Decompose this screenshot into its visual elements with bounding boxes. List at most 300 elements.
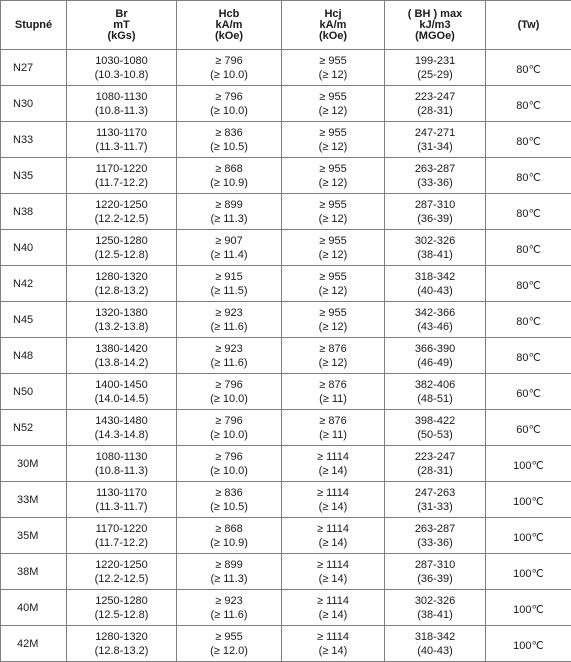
tw-cell bbox=[486, 158, 571, 194]
table-row bbox=[1, 122, 571, 158]
table-body bbox=[1, 50, 571, 662]
hcj-value-alt: (≥ 12) bbox=[282, 104, 384, 118]
bhmax-value: 318-342 bbox=[385, 270, 485, 284]
hcj-value-alt: (≥ 12) bbox=[282, 140, 384, 154]
table-row bbox=[1, 230, 571, 266]
hcb-cell bbox=[177, 554, 282, 590]
hcb-value-alt: (≥ 10.0) bbox=[177, 464, 281, 478]
hcj-value: ≥ 876 bbox=[282, 414, 384, 428]
tw-cell bbox=[486, 554, 571, 590]
hcb-cell bbox=[177, 626, 282, 662]
hcb-cell bbox=[177, 266, 282, 302]
hcb-cell bbox=[177, 194, 282, 230]
br-value: 1250-1280 bbox=[67, 234, 176, 248]
bhmax-value-alt: (46-49) bbox=[385, 356, 485, 370]
br-value-alt: (10.8-11.3) bbox=[67, 464, 176, 478]
br-cell bbox=[67, 554, 177, 590]
hcj-value-alt: (≥ 14) bbox=[282, 536, 384, 550]
hcb-value-alt: (≥ 10.0) bbox=[177, 104, 281, 118]
hcb-value-alt: (≥ 11.5) bbox=[177, 284, 281, 298]
grade-cell bbox=[1, 86, 67, 122]
hcb-cell bbox=[177, 410, 282, 446]
br-value-alt: (13.2-13.8) bbox=[67, 320, 176, 334]
br-value: 1430-1480 bbox=[67, 414, 176, 428]
hcb-value-alt: (≥ 11.3) bbox=[177, 572, 281, 586]
br-value-alt: (14.3-14.8) bbox=[67, 428, 176, 442]
hcj-value: ≥ 955 bbox=[282, 198, 384, 212]
bhmax-cell bbox=[385, 482, 486, 518]
header-br-unit-alt: (kGs) bbox=[67, 31, 176, 42]
tw-value: 80℃ bbox=[516, 136, 541, 148]
tw-value: 100℃ bbox=[513, 568, 544, 580]
hcj-value: ≥ 1114 bbox=[282, 450, 384, 464]
header-hcj-unit: kA/m bbox=[282, 20, 384, 31]
hcj-value: ≥ 1114 bbox=[282, 522, 384, 536]
bhmax-cell bbox=[385, 374, 486, 410]
header-tw-label: (Tw) bbox=[486, 20, 571, 31]
br-value-alt: (11.7-12.2) bbox=[67, 176, 176, 190]
grade-cell bbox=[1, 194, 67, 230]
grade-cell bbox=[1, 590, 67, 626]
tw-value: 100℃ bbox=[513, 532, 544, 544]
header-hcb bbox=[177, 1, 282, 50]
grade-value: N33 bbox=[13, 134, 33, 146]
bhmax-cell bbox=[385, 122, 486, 158]
grade-cell bbox=[1, 230, 67, 266]
header-hcb-unit: kA/m bbox=[177, 20, 281, 31]
br-value-alt: (12.5-12.8) bbox=[67, 248, 176, 262]
hcj-cell bbox=[282, 590, 385, 626]
bhmax-value-alt: (50-53) bbox=[385, 428, 485, 442]
tw-value: 80℃ bbox=[516, 316, 541, 328]
hcb-value: ≥ 868 bbox=[177, 162, 281, 176]
bhmax-value-alt: (31-33) bbox=[385, 500, 485, 514]
bhmax-value: 223-247 bbox=[385, 90, 485, 104]
bhmax-value: 302-326 bbox=[385, 234, 485, 248]
hcj-cell bbox=[282, 86, 385, 122]
hcj-value-alt: (≥ 12) bbox=[282, 68, 384, 82]
br-cell bbox=[67, 446, 177, 482]
table-row bbox=[1, 518, 571, 554]
hcb-value: ≥ 796 bbox=[177, 450, 281, 464]
grade-value: N27 bbox=[13, 62, 33, 74]
br-value-alt: (13.8-14.2) bbox=[67, 356, 176, 370]
hcb-value-alt: (≥ 10.0) bbox=[177, 428, 281, 442]
hcj-value-alt: (≥ 11) bbox=[282, 428, 384, 442]
hcb-cell bbox=[177, 482, 282, 518]
tw-value: 100℃ bbox=[513, 640, 544, 652]
hcj-value-alt: (≥ 14) bbox=[282, 464, 384, 478]
hcj-value-alt: (≥ 14) bbox=[282, 608, 384, 622]
tw-cell bbox=[486, 86, 571, 122]
header-br-symbol: Br bbox=[67, 9, 176, 20]
bhmax-value-alt: (38-41) bbox=[385, 608, 485, 622]
hcb-value-alt: (≥ 10.9) bbox=[177, 536, 281, 550]
tw-value: 60℃ bbox=[516, 424, 541, 436]
hcj-value: ≥ 955 bbox=[282, 162, 384, 176]
bhmax-value: 199-231 bbox=[385, 54, 485, 68]
bhmax-value-alt: (38-41) bbox=[385, 248, 485, 262]
table-row bbox=[1, 266, 571, 302]
tw-cell bbox=[486, 482, 571, 518]
header-br bbox=[67, 1, 177, 50]
bhmax-value-alt: (31-34) bbox=[385, 140, 485, 154]
hcj-value-alt: (≥ 14) bbox=[282, 572, 384, 586]
grade-value: N45 bbox=[13, 314, 33, 326]
tw-cell bbox=[486, 518, 571, 554]
hcj-cell bbox=[282, 194, 385, 230]
bhmax-value: 302-326 bbox=[385, 594, 485, 608]
br-value: 1380-1420 bbox=[67, 342, 176, 356]
br-cell bbox=[67, 590, 177, 626]
hcj-value-alt: (≥ 12) bbox=[282, 320, 384, 334]
grade-cell bbox=[1, 50, 67, 86]
hcj-value: ≥ 955 bbox=[282, 306, 384, 320]
hcb-value: ≥ 915 bbox=[177, 270, 281, 284]
br-cell bbox=[67, 194, 177, 230]
hcb-value: ≥ 796 bbox=[177, 378, 281, 392]
grade-value: 40M bbox=[17, 602, 38, 614]
tw-cell bbox=[486, 374, 571, 410]
bhmax-value: 247-271 bbox=[385, 126, 485, 140]
hcb-value: ≥ 836 bbox=[177, 126, 281, 140]
grade-cell bbox=[1, 122, 67, 158]
hcb-value-alt: (≥ 11.3) bbox=[177, 212, 281, 226]
hcb-value-alt: (≥ 11.6) bbox=[177, 608, 281, 622]
hcj-cell bbox=[282, 374, 385, 410]
br-cell bbox=[67, 338, 177, 374]
hcj-cell bbox=[282, 482, 385, 518]
header-bhmax bbox=[385, 1, 486, 50]
hcj-value: ≥ 876 bbox=[282, 378, 384, 392]
hcb-value-alt: (≥ 10.9) bbox=[177, 176, 281, 190]
hcj-value-alt: (≥ 14) bbox=[282, 644, 384, 658]
grade-value: N48 bbox=[13, 350, 33, 362]
br-value-alt: (12.5-12.8) bbox=[67, 608, 176, 622]
hcj-value: ≥ 955 bbox=[282, 54, 384, 68]
tw-cell bbox=[486, 302, 571, 338]
table-row bbox=[1, 194, 571, 230]
br-value: 1170-1220 bbox=[67, 162, 176, 176]
grade-cell bbox=[1, 338, 67, 374]
hcb-value: ≥ 796 bbox=[177, 54, 281, 68]
br-value-alt: (12.2-12.5) bbox=[67, 572, 176, 586]
bhmax-value: 382-406 bbox=[385, 378, 485, 392]
bhmax-value-alt: (43-46) bbox=[385, 320, 485, 334]
hcj-value-alt: (≥ 12) bbox=[282, 176, 384, 190]
hcj-value: ≥ 1114 bbox=[282, 558, 384, 572]
header-hcb-symbol: Hcb bbox=[177, 9, 281, 20]
hcb-value: ≥ 955 bbox=[177, 630, 281, 644]
grade-cell bbox=[1, 410, 67, 446]
bhmax-cell bbox=[385, 446, 486, 482]
br-value: 1130-1170 bbox=[67, 486, 176, 500]
hcj-value-alt: (≥ 12) bbox=[282, 212, 384, 226]
header-hcj bbox=[282, 1, 385, 50]
hcj-cell bbox=[282, 338, 385, 374]
br-value-alt: (10.3-10.8) bbox=[67, 68, 176, 82]
hcj-cell bbox=[282, 626, 385, 662]
grade-cell bbox=[1, 518, 67, 554]
tw-value: 60℃ bbox=[516, 388, 541, 400]
header-bhmax-unit-alt: (MGOe) bbox=[385, 31, 485, 42]
hcb-value: ≥ 796 bbox=[177, 414, 281, 428]
hcb-value-alt: (≥ 11.4) bbox=[177, 248, 281, 262]
hcb-cell bbox=[177, 50, 282, 86]
hcj-value: ≥ 1114 bbox=[282, 630, 384, 644]
bhmax-cell bbox=[385, 194, 486, 230]
grade-value: 42M bbox=[17, 638, 38, 650]
header-grade bbox=[1, 1, 67, 50]
grade-cell bbox=[1, 302, 67, 338]
hcb-value: ≥ 923 bbox=[177, 342, 281, 356]
bhmax-cell bbox=[385, 158, 486, 194]
grade-value: 38M bbox=[17, 566, 38, 578]
tw-value: 80℃ bbox=[516, 172, 541, 184]
br-value-alt: (11.7-12.2) bbox=[67, 536, 176, 550]
br-value: 1130-1170 bbox=[67, 126, 176, 140]
bhmax-cell bbox=[385, 626, 486, 662]
table-row bbox=[1, 158, 571, 194]
hcj-value-alt: (≥ 11) bbox=[282, 392, 384, 406]
tw-cell bbox=[486, 266, 571, 302]
hcj-cell bbox=[282, 50, 385, 86]
br-value: 1280-1320 bbox=[67, 270, 176, 284]
br-value-alt: (11.3-11.7) bbox=[67, 140, 176, 154]
hcb-cell bbox=[177, 374, 282, 410]
bhmax-value: 247-263 bbox=[385, 486, 485, 500]
br-cell bbox=[67, 50, 177, 86]
br-value: 1080-1130 bbox=[67, 450, 176, 464]
br-value: 1400-1450 bbox=[67, 378, 176, 392]
bhmax-value: 223-247 bbox=[385, 450, 485, 464]
br-value: 1320-1380 bbox=[67, 306, 176, 320]
br-value-alt: (11.3-11.7) bbox=[67, 500, 176, 514]
hcj-cell bbox=[282, 122, 385, 158]
grade-value: 30M bbox=[17, 458, 38, 470]
br-value-alt: (12.8-13.2) bbox=[67, 284, 176, 298]
bhmax-cell bbox=[385, 302, 486, 338]
tw-value: 100℃ bbox=[513, 604, 544, 616]
tw-cell bbox=[486, 338, 571, 374]
hcb-value-alt: (≥ 10.5) bbox=[177, 500, 281, 514]
table-row bbox=[1, 374, 571, 410]
grade-cell bbox=[1, 266, 67, 302]
header-hcj-symbol: Hcj bbox=[282, 9, 384, 20]
hcj-value: ≥ 955 bbox=[282, 126, 384, 140]
grade-value: 35M bbox=[17, 530, 38, 542]
bhmax-value: 366-390 bbox=[385, 342, 485, 356]
hcj-value-alt: (≥ 12) bbox=[282, 356, 384, 370]
header-bhmax-unit: kJ/m3 bbox=[385, 20, 485, 31]
hcj-cell bbox=[282, 518, 385, 554]
tw-cell bbox=[486, 626, 571, 662]
bhmax-value: 263-287 bbox=[385, 522, 485, 536]
hcj-value: ≥ 1114 bbox=[282, 486, 384, 500]
hcb-value-alt: (≥ 10.5) bbox=[177, 140, 281, 154]
hcj-value-alt: (≥ 12) bbox=[282, 284, 384, 298]
br-value-alt: (12.8-13.2) bbox=[67, 644, 176, 658]
hcb-value: ≥ 899 bbox=[177, 198, 281, 212]
grade-value: 33M bbox=[17, 494, 38, 506]
hcj-cell bbox=[282, 158, 385, 194]
grade-cell bbox=[1, 446, 67, 482]
table-row bbox=[1, 410, 571, 446]
bhmax-value: 263-287 bbox=[385, 162, 485, 176]
hcj-value: ≥ 955 bbox=[282, 90, 384, 104]
br-value-alt: (10.8-11.3) bbox=[67, 104, 176, 118]
br-value: 1080-1130 bbox=[67, 90, 176, 104]
grade-value: N50 bbox=[13, 386, 33, 398]
bhmax-value: 398-422 bbox=[385, 414, 485, 428]
bhmax-value: 287-310 bbox=[385, 558, 485, 572]
hcb-value: ≥ 796 bbox=[177, 90, 281, 104]
br-value: 1220-1250 bbox=[67, 558, 176, 572]
bhmax-value-alt: (25-29) bbox=[385, 68, 485, 82]
bhmax-cell bbox=[385, 230, 486, 266]
hcb-cell bbox=[177, 158, 282, 194]
bhmax-value-alt: (36-39) bbox=[385, 212, 485, 226]
hcb-value-alt: (≥ 11.6) bbox=[177, 356, 281, 370]
grade-value: N42 bbox=[13, 278, 33, 290]
table-row bbox=[1, 626, 571, 662]
br-cell bbox=[67, 626, 177, 662]
hcb-value: ≥ 868 bbox=[177, 522, 281, 536]
bhmax-value-alt: (48-51) bbox=[385, 392, 485, 406]
hcb-value-alt: (≥ 12.0) bbox=[177, 644, 281, 658]
tw-value: 80℃ bbox=[516, 64, 541, 76]
br-value: 1250-1280 bbox=[67, 594, 176, 608]
grade-cell bbox=[1, 482, 67, 518]
hcj-cell bbox=[282, 230, 385, 266]
hcb-value: ≥ 899 bbox=[177, 558, 281, 572]
tw-cell bbox=[486, 50, 571, 86]
bhmax-cell bbox=[385, 266, 486, 302]
grade-cell bbox=[1, 626, 67, 662]
hcb-value-alt: (≥ 11.6) bbox=[177, 320, 281, 334]
br-cell bbox=[67, 410, 177, 446]
tw-value: 80℃ bbox=[516, 280, 541, 292]
br-cell bbox=[67, 482, 177, 518]
grade-value: N38 bbox=[13, 206, 33, 218]
br-cell bbox=[67, 86, 177, 122]
tw-cell bbox=[486, 410, 571, 446]
header-row bbox=[1, 1, 571, 50]
header-bhmax-symbol: ( BH ) max bbox=[385, 9, 485, 20]
table-row bbox=[1, 86, 571, 122]
hcb-value: ≥ 923 bbox=[177, 594, 281, 608]
tw-value: 80℃ bbox=[516, 352, 541, 364]
br-value: 1030-1080 bbox=[67, 54, 176, 68]
table-row bbox=[1, 482, 571, 518]
table-row bbox=[1, 50, 571, 86]
tw-cell bbox=[486, 194, 571, 230]
grade-value: N35 bbox=[13, 170, 33, 182]
bhmax-value: 342-366 bbox=[385, 306, 485, 320]
grade-value: N52 bbox=[13, 422, 33, 434]
bhmax-value-alt: (28-31) bbox=[385, 104, 485, 118]
header-hcb-unit-alt: (kOe) bbox=[177, 31, 281, 42]
tw-cell bbox=[486, 122, 571, 158]
hcj-value: ≥ 876 bbox=[282, 342, 384, 356]
table-row bbox=[1, 446, 571, 482]
hcb-cell bbox=[177, 518, 282, 554]
br-cell bbox=[67, 302, 177, 338]
bhmax-cell bbox=[385, 518, 486, 554]
tw-value: 100℃ bbox=[513, 496, 544, 508]
br-value-alt: (12.2-12.5) bbox=[67, 212, 176, 226]
hcj-cell bbox=[282, 302, 385, 338]
grade-value: N30 bbox=[13, 98, 33, 110]
bhmax-cell bbox=[385, 554, 486, 590]
table-row bbox=[1, 302, 571, 338]
bhmax-cell bbox=[385, 410, 486, 446]
hcb-value-alt: (≥ 10.0) bbox=[177, 392, 281, 406]
grade-cell bbox=[1, 158, 67, 194]
bhmax-value-alt: (36-39) bbox=[385, 572, 485, 586]
grade-cell bbox=[1, 374, 67, 410]
br-value: 1280-1320 bbox=[67, 630, 176, 644]
tw-value: 80℃ bbox=[516, 100, 541, 112]
grade-value: N40 bbox=[13, 242, 33, 254]
br-cell bbox=[67, 158, 177, 194]
br-value: 1220-1250 bbox=[67, 198, 176, 212]
br-cell bbox=[67, 230, 177, 266]
hcj-value: ≥ 1114 bbox=[282, 594, 384, 608]
hcb-cell bbox=[177, 446, 282, 482]
hcb-cell bbox=[177, 230, 282, 266]
tw-cell bbox=[486, 590, 571, 626]
bhmax-value-alt: (33-36) bbox=[385, 176, 485, 190]
bhmax-cell bbox=[385, 590, 486, 626]
hcj-value: ≥ 955 bbox=[282, 270, 384, 284]
br-cell bbox=[67, 122, 177, 158]
hcj-value-alt: (≥ 12) bbox=[282, 248, 384, 262]
bhmax-value: 318-342 bbox=[385, 630, 485, 644]
br-value-alt: (14.0-14.5) bbox=[67, 392, 176, 406]
hcj-value: ≥ 955 bbox=[282, 234, 384, 248]
hcb-value: ≥ 836 bbox=[177, 486, 281, 500]
hcb-cell bbox=[177, 122, 282, 158]
hcj-cell bbox=[282, 446, 385, 482]
header-tw bbox=[486, 1, 571, 50]
bhmax-value-alt: (33-36) bbox=[385, 536, 485, 550]
hcj-cell bbox=[282, 554, 385, 590]
table-row bbox=[1, 338, 571, 374]
tw-value: 100℃ bbox=[513, 460, 544, 472]
bhmax-value: 287-310 bbox=[385, 198, 485, 212]
hcj-value-alt: (≥ 14) bbox=[282, 500, 384, 514]
br-cell bbox=[67, 266, 177, 302]
grade-cell bbox=[1, 554, 67, 590]
br-cell bbox=[67, 374, 177, 410]
tw-value: 80℃ bbox=[516, 208, 541, 220]
hcb-value: ≥ 923 bbox=[177, 306, 281, 320]
bhmax-cell bbox=[385, 338, 486, 374]
tw-cell bbox=[486, 230, 571, 266]
bhmax-value-alt: (40-43) bbox=[385, 284, 485, 298]
header-grade-label: Stupné bbox=[1, 20, 66, 31]
hcb-cell bbox=[177, 86, 282, 122]
hcb-value-alt: (≥ 10.0) bbox=[177, 68, 281, 82]
hcb-cell bbox=[177, 590, 282, 626]
bhmax-value-alt: (28-31) bbox=[385, 464, 485, 478]
hcb-value: ≥ 907 bbox=[177, 234, 281, 248]
bhmax-cell bbox=[385, 86, 486, 122]
br-cell bbox=[67, 518, 177, 554]
header-br-unit: mT bbox=[67, 20, 176, 31]
bhmax-cell bbox=[385, 50, 486, 86]
